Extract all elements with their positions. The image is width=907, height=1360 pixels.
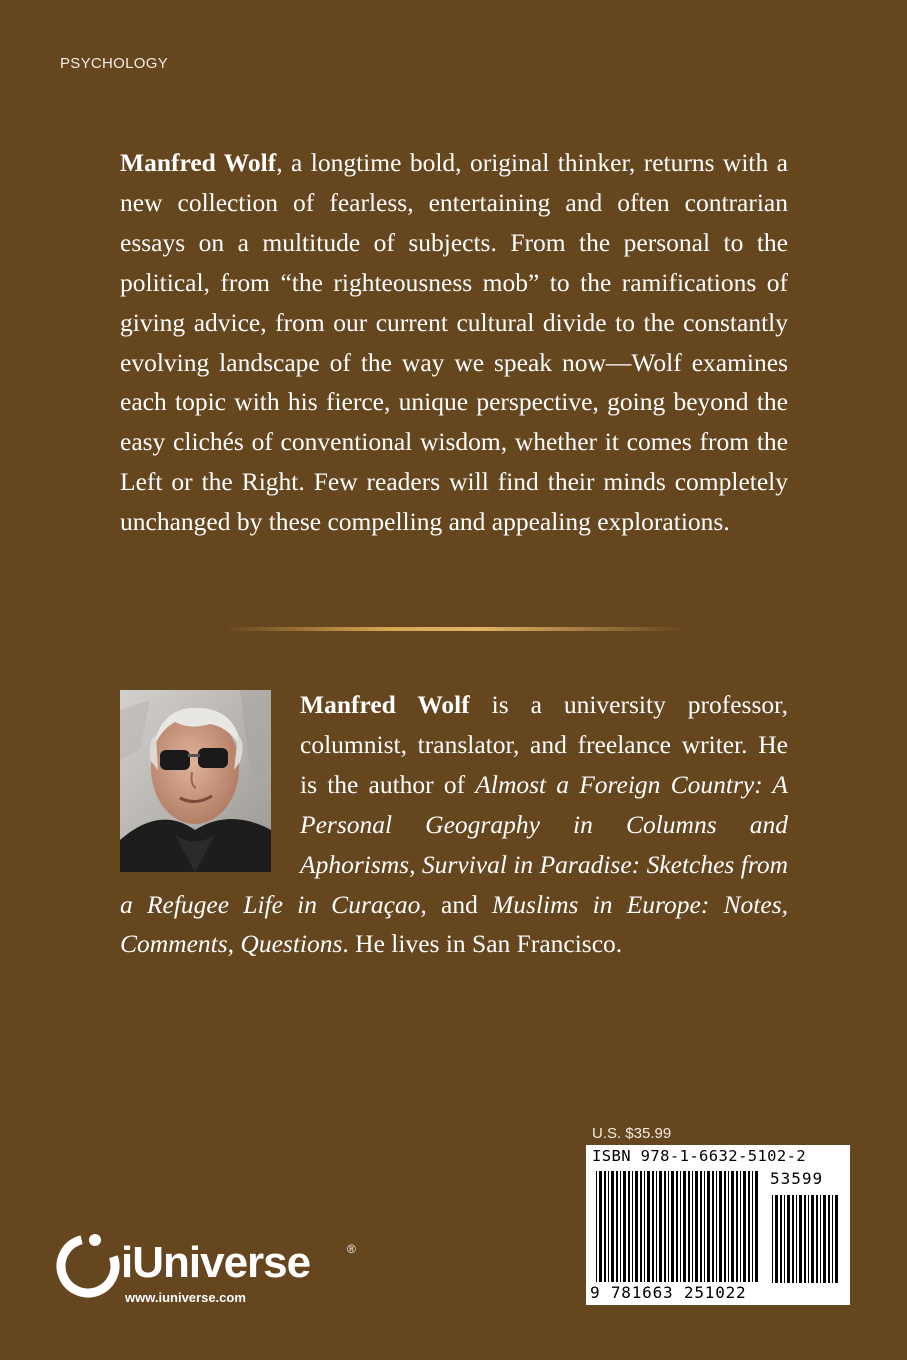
bio-outro: . He lives in San Francisco.: [342, 929, 623, 959]
barcode-bar: [611, 1171, 614, 1282]
barcode-bar: [832, 1195, 833, 1283]
barcode-bar: [652, 1171, 654, 1282]
book-title-1: Almost a Foreign Country: A Personal Geography in Columns and Aphorisms,: [300, 769, 788, 879]
barcode-bar: [640, 1171, 642, 1282]
barcode-bar: [659, 1171, 662, 1282]
publisher-url: www.iuniverse.com: [125, 1290, 246, 1305]
barcode-bar: [688, 1171, 690, 1282]
barcode-addon-number: 53599: [770, 1169, 824, 1188]
barcode-bar: [755, 1171, 758, 1282]
barcode-bar: [784, 1195, 785, 1283]
book-blurb: [120, 143, 788, 542]
barcode-bar: [743, 1171, 746, 1282]
barcode-bar: [799, 1195, 802, 1283]
barcode-bar: [792, 1195, 794, 1283]
barcode-bar: [820, 1195, 821, 1283]
barcode-bar: [616, 1171, 618, 1282]
barcode-bar: [816, 1195, 818, 1283]
barcode-bar: [644, 1171, 645, 1282]
price-label: U.S. $35.99: [592, 1125, 672, 1142]
barcode-bar: [828, 1195, 830, 1283]
book-title-2: Survival in Paradise: Sketches from a Refugee Life in Curaçao,: [120, 849, 789, 919]
barcode-bar: [748, 1171, 750, 1282]
barcode-bar: [719, 1171, 722, 1282]
barcode-bar: [736, 1171, 738, 1282]
barcode-bar: [804, 1195, 806, 1283]
barcode-bar: [683, 1171, 686, 1282]
barcode-bar: [632, 1171, 633, 1282]
barcode-bar: [752, 1171, 753, 1282]
barcode-bar: [772, 1195, 773, 1283]
barcode-bar: [704, 1171, 705, 1282]
barcode-bar: [796, 1195, 797, 1283]
barcode-bar: [628, 1171, 630, 1282]
barcode-addon-bars: [772, 1195, 840, 1283]
barcode-bar: [808, 1195, 809, 1283]
isbn-barcode: [586, 1145, 850, 1305]
barcode-number: 9 781663 251022: [590, 1283, 747, 1302]
barcode-bar: [712, 1171, 714, 1282]
category-label: PSYCHOLOGY: [60, 55, 169, 72]
book-title-3: Muslims in Europe: Notes, Comments, Questions: [120, 889, 788, 959]
barcode-bar: [740, 1171, 741, 1282]
barcode-bar: [811, 1195, 814, 1283]
barcode-bar: [647, 1171, 650, 1282]
barcode-bar: [728, 1171, 729, 1282]
barcode-bar: [620, 1171, 621, 1282]
barcode-bar: [599, 1171, 602, 1282]
photo-spacer: [120, 685, 300, 881]
barcode-bar: [692, 1171, 693, 1282]
barcode-bar: [700, 1171, 702, 1282]
bio-sep-2: and: [426, 889, 493, 919]
gold-divider: [225, 627, 685, 631]
barcode-bar: [787, 1195, 790, 1283]
barcode-bar: [724, 1171, 726, 1282]
registered-mark: ®: [347, 1242, 356, 1256]
barcode-bar: [676, 1171, 678, 1282]
blurb-text: , a longtime bold, original thinker, returns with a new collection of fearless, entertaining and often contrarian essays on a multitude of subjects. From the personal to the political, from “the righteousness mob” to the ramifications of giving advice, from our current cultural divide to the constantly evolving landscape of the way we speak now—Wolf examines each topic with his fierce, unique perspective, going beyond the easy clichés of conventional wisdom, whether it comes from the Left or the Right. Few readers will find their minds completely unchanged by these compelling and appealing explorations.: [120, 148, 789, 537]
bio-author-name: Manfred Wolf: [300, 690, 470, 719]
barcode-bar: [635, 1171, 638, 1282]
barcode-bar: [664, 1171, 666, 1282]
barcode-bar: [680, 1171, 681, 1282]
publisher-logo: [55, 1232, 365, 1312]
publisher-name: iUniverse: [121, 1238, 311, 1287]
iuniverse-logo-icon: [55, 1232, 121, 1298]
barcode-bar: [608, 1171, 609, 1282]
barcode-bar: [707, 1171, 710, 1282]
author-bio: [120, 685, 788, 964]
barcode-bar: [780, 1195, 782, 1283]
barcode-bar: [596, 1171, 597, 1282]
barcode-bar: [604, 1171, 606, 1282]
barcode-bars: [596, 1171, 760, 1282]
barcode-bar: [775, 1195, 778, 1283]
barcode-bar: [656, 1171, 657, 1282]
barcode-bar: [835, 1195, 838, 1283]
isbn-label: ISBN 978-1-6632-5102-2: [592, 1147, 807, 1165]
barcode-bar: [823, 1195, 826, 1283]
barcode-bar: [731, 1171, 734, 1282]
barcode-bar: [671, 1171, 674, 1282]
barcode-bar: [623, 1171, 626, 1282]
barcode-bar: [668, 1171, 669, 1282]
barcode-bar: [716, 1171, 717, 1282]
barcode-bar: [695, 1171, 698, 1282]
bio-intro: is a university professor, columnist, translator, and freelance writer. He is the author of: [300, 690, 788, 799]
blurb-author-name: Manfred Wolf: [120, 148, 277, 177]
